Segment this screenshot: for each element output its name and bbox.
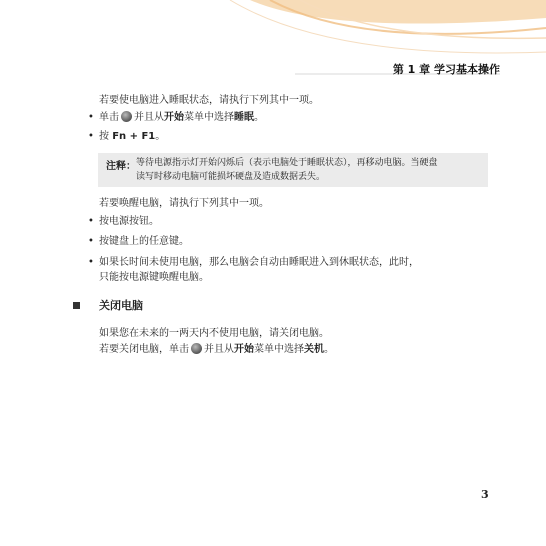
chapter-header: 第 1 章 学习基本操作 — [392, 63, 500, 76]
start-menu-label: 开始 — [234, 344, 254, 355]
shutdown-option-label: 关机 — [304, 344, 324, 355]
wake-bullet-anykey: 按键盘上的任意键。 — [99, 236, 189, 247]
page-number: 3 — [481, 488, 489, 501]
shutdown-line2-end: 。 — [324, 344, 334, 355]
hotkey-label: Fn + F1 — [112, 131, 156, 142]
note-line-2: 读写时移动电脑可能损坏硬盘及造成数据丢失。 — [136, 172, 326, 182]
wake-intro: 若要唤醒电脑，请执行下列其中一项。 — [99, 198, 269, 209]
windows-start-orb-icon — [121, 111, 132, 122]
start-menu-label: 开始 — [164, 112, 184, 123]
bullet-dot: • — [88, 236, 94, 247]
bullet-dot: • — [88, 131, 94, 142]
bullet-dot: • — [88, 216, 94, 227]
section-title-shutdown: 关闭电脑 — [99, 299, 143, 312]
wake-bullet-hibernate-1: 如果长时间未使用电脑，那么电脑会自动由睡眠进入到休眠状态，此时， — [99, 257, 419, 268]
sleep-bullet1-mid: 并且从 — [134, 112, 164, 123]
note-box — [98, 153, 488, 187]
wake-bullet-hibernate-2: 只能按电源键唤醒电脑。 — [99, 272, 209, 283]
shutdown-line-2 — [99, 343, 334, 357]
shutdown-line2-mid: 并且从 — [204, 344, 234, 355]
bullet-dot: • — [88, 112, 94, 123]
sleep-bullet1-mid2: 菜单中选择 — [184, 112, 234, 123]
sleep-bullet2-pre: 按 — [99, 131, 109, 142]
note-line-1: 等待电源指示灯开始闪烁后（表示电脑处于睡眠状态），再移动电脑。当硬盘 — [136, 158, 438, 168]
wake-bullet-power: 按电源按钮。 — [99, 216, 159, 227]
sleep-bullet-start-menu — [99, 111, 264, 125]
shutdown-line2-pre: 若要关闭电脑，单击 — [99, 344, 189, 355]
sleep-bullet2-end: 。 — [155, 131, 166, 142]
sleep-bullet1-end: 。 — [254, 112, 264, 123]
sleep-intro: 若要使电脑进入睡眠状态，请执行下列其中一项。 — [99, 95, 319, 106]
windows-start-orb-icon — [191, 343, 202, 354]
sleep-bullet-hotkey — [99, 130, 165, 144]
note-label: 注释： — [106, 161, 136, 172]
shutdown-line-1: 如果您在未来的一两天内不使用电脑，请关闭电脑。 — [99, 328, 329, 339]
bullet-dot: • — [88, 257, 94, 268]
shutdown-line2-mid2: 菜单中选择 — [254, 344, 304, 355]
sleep-bullet1-pre: 单击 — [99, 112, 119, 123]
section-marker — [73, 302, 80, 309]
sleep-option-label: 睡眠 — [234, 112, 254, 123]
